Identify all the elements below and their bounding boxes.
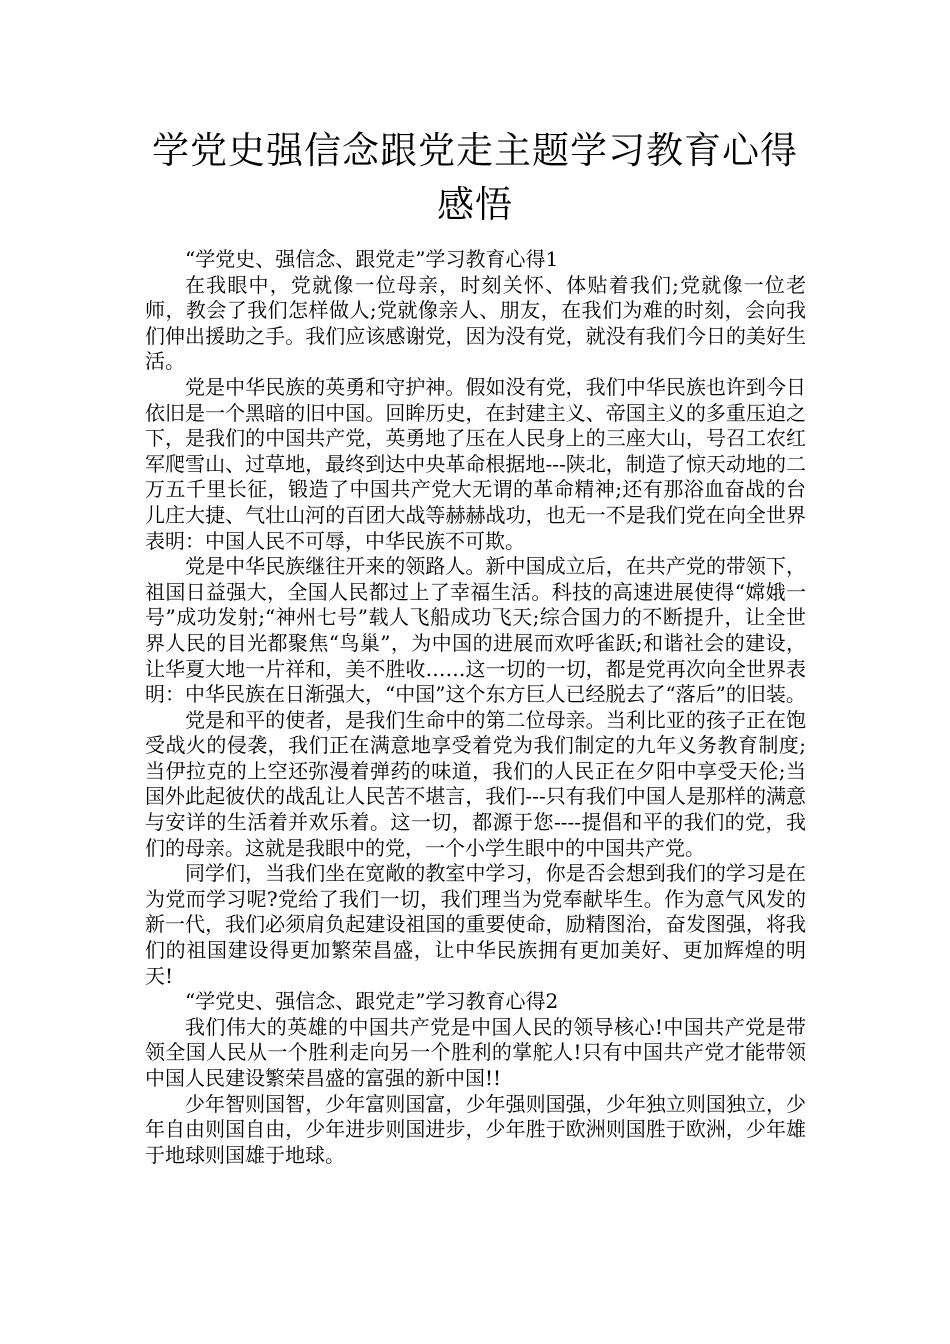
paragraph-1: 在我眼中，党就像一位母亲，时刻关怀、体贴着我们;党就像一位老师，教会了我们怎样做人;党就像亲人、朋友，在我们为难的时刻，会向我们伸出援助之手。我们应该感谢党，因为没有党，就没有我们今日的美好生活。 <box>145 272 806 374</box>
paragraph-7: 少年智则国智，少年富则国富，少年强则国强，少年独立则国独立，少年自由则国自由，少年进步则国进步，少年胜于欧洲则国胜于欧洲，少年雄于地球则国雄于地球。 <box>145 1091 806 1167</box>
paragraph-4: 党是和平的使者，是我们生命中的第二位母亲。当利比亚的孩子正在饱受战火的侵袭，我们正在满意地享受着党为我们制定的九年义务教育制度;当伊拉克的上空还弥漫着弹药的味道，我们的人民正在夕阳中享受天伦;当国外此起彼伏的战乱让人民苦不堪言，我们---只有我们中国人是那样的满意与安详的生活着并欢乐着。这一切，都源于您----提倡和平的我们的党，我们的母亲。这就是我眼中的党，一个小学生眼中的中国共产党。 <box>145 707 806 860</box>
section-heading-2: “学党史、强信念、跟党走”学习教育心得2 <box>185 989 559 1014</box>
paragraph-6: 我们伟大的英雄的中国共产党是中国人民的领导核心!中国共产党是带领全国人民从一个胜利走向另一个胜利的掌舵人!只有中国共产党才能带领中国人民建设繁荣昌盛的富强的新中国!! <box>145 1014 806 1090</box>
paragraph-2: 党是中华民族的英勇和守护神。假如没有党，我们中华民族也许到今日依旧是一个黑暗的旧中国。回眸历史，在封建主义、帝国主义的多重压迫之下，是我们的中国共产党，英勇地了压在人民身上的三座大山，号召工农红军爬雪山、过草地，最终到达中央革命根据地---陕北，制造了惊天动地的二万五千里长征，锻造了中国共产党大无谓的革命精神;还有那浴血奋战的台儿庄大捷、气壮山河的百团大战等赫赫战功，也无一不是我们党在向全世界表明：中国人民不可辱，中华民族不可欺。 <box>145 374 806 553</box>
document-body <box>145 247 806 1168</box>
paragraph-5: 同学们，当我们坐在宽敞的教室中学习，你是否会想到我们的学习是在为党而学习呢?党给了我们一切，我们理当为党奉献毕生。作为意气风发的新一代，我们必须肩负起建设祖国的重要使命，励精图治，奋发图强，将我们的祖国建设得更加繁荣昌盛，让中华民族拥有更加美好、更加辉煌的明天! <box>145 861 806 988</box>
document-title: 学党史强信念跟党走主题学习教育心得感悟 <box>152 129 798 226</box>
paragraph-3: 党是中华民族继往开来的领路人。新中国成立后，在共产党的带领下，祖国日益强大，全国人民都过上了幸福生活。科技的高速进展使得“嫦娥一号”成功发射;“神州七号”载人飞船成功飞天;综合国力的不断提升，让全世界人民的目光都聚焦“鸟巢”，为中国的进展而欢呼雀跃;和谐社会的建设，让华夏大地一片祥和，美不胜收……这一切的一切，都是党再次向全世界表明：中华民族在日渐强大，“中国”这个东方巨人已经脱去了“落后”的旧装。 <box>145 554 806 707</box>
section-heading-1: “学党史、强信念、跟党走”学习教育心得1 <box>185 247 559 271</box>
